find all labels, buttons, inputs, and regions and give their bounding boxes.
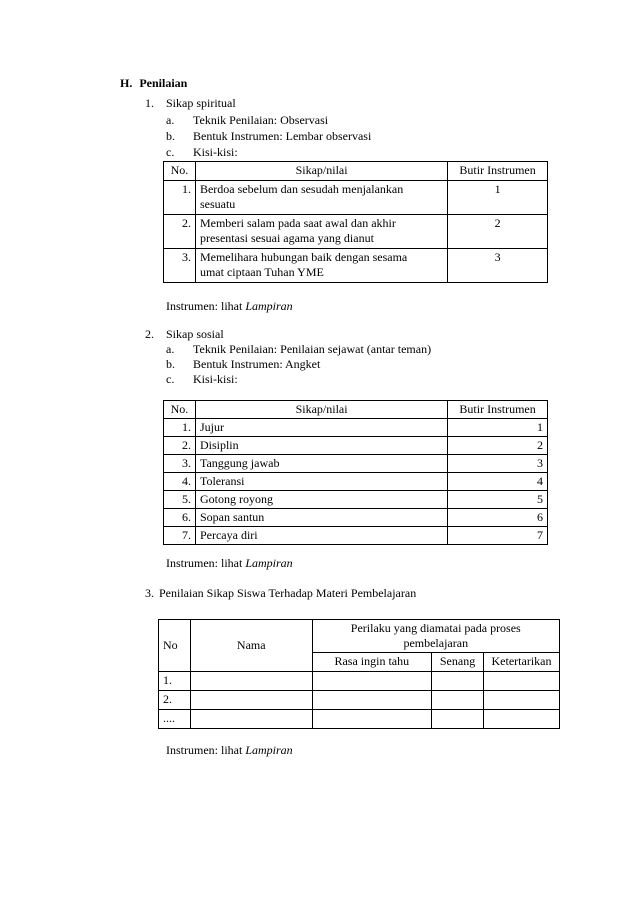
header-no: No bbox=[159, 620, 191, 672]
header-butir: Butir Instrumen bbox=[448, 401, 548, 419]
row-ketertarikan bbox=[484, 672, 560, 691]
section3-number: 3. bbox=[145, 586, 154, 600]
row-sikap-line1: Memberi salam pada saat awal dan akhir bbox=[199, 216, 396, 230]
table-row bbox=[164, 249, 548, 283]
section2-item-a-text: Teknik Penilaian: Penilaian sejawat (antar teman) bbox=[193, 342, 432, 356]
section2-item-b-text: Bentuk Instrumen: Angket bbox=[193, 357, 321, 371]
table-header-row bbox=[159, 620, 560, 653]
row-sikap-line1: Berdoa sebelum dan sesudah menjalankan bbox=[199, 182, 404, 196]
row-butir: 1 bbox=[448, 419, 548, 437]
table-row bbox=[164, 491, 548, 509]
section2-kisi-table bbox=[163, 400, 548, 545]
table-row bbox=[164, 473, 548, 491]
row-no: 3. bbox=[164, 455, 196, 473]
section1-title: Sikap spiritual bbox=[166, 96, 236, 110]
row-sikap: Sopan santun bbox=[195, 509, 447, 527]
row-no: 1. bbox=[164, 181, 196, 215]
heading-letter: H. bbox=[120, 76, 133, 90]
row-rasa-ingin-tahu bbox=[312, 710, 432, 729]
row-butir: 1 bbox=[448, 181, 548, 215]
row-ketertarikan bbox=[484, 710, 560, 729]
header-sikap: Sikap/nilai bbox=[195, 162, 447, 181]
section2-instrumen-note bbox=[166, 556, 293, 571]
section2-item-c-label: c. bbox=[166, 372, 175, 386]
section3-title: Penilaian Sikap Siswa Terhadap Materi Pembelajaran bbox=[159, 586, 417, 600]
row-senang bbox=[432, 710, 484, 729]
header-nama: Nama bbox=[190, 620, 312, 672]
instrumen-prefix: Instrumen: lihat bbox=[166, 743, 246, 757]
row-nama bbox=[190, 710, 312, 729]
row-ketertarikan bbox=[484, 691, 560, 710]
row-nama bbox=[190, 691, 312, 710]
table-row bbox=[164, 419, 548, 437]
row-no: 6. bbox=[164, 509, 196, 527]
table-header-row bbox=[164, 401, 548, 419]
header-rasa-ingin-tahu: Rasa ingin tahu bbox=[312, 653, 432, 672]
section1-item-a-text: Teknik Penilaian: Observasi bbox=[193, 113, 329, 127]
table-row bbox=[164, 455, 548, 473]
row-no: 1. bbox=[159, 672, 191, 691]
table-row bbox=[164, 437, 548, 455]
row-senang bbox=[432, 691, 484, 710]
row-sikap-line1: Memelihara hubungan baik dengan sesama bbox=[199, 250, 408, 264]
header-perilaku-group bbox=[312, 620, 559, 653]
row-no: 7. bbox=[164, 527, 196, 545]
row-butir: 3 bbox=[448, 249, 548, 283]
row-butir: 5 bbox=[448, 491, 548, 509]
section1-item-b-text: Bentuk Instrumen: Lembar observasi bbox=[193, 129, 372, 143]
header-no: No. bbox=[164, 401, 196, 419]
lampiran-link[interactable]: Lampiran bbox=[245, 299, 293, 313]
table-row bbox=[159, 710, 560, 729]
row-sikap: Tanggung jawab bbox=[195, 455, 447, 473]
row-rasa-ingin-tahu bbox=[312, 691, 432, 710]
row-butir: 4 bbox=[448, 473, 548, 491]
row-sikap: Gotong royong bbox=[195, 491, 447, 509]
section1-instrumen-note bbox=[166, 299, 293, 314]
row-no: 5. bbox=[164, 491, 196, 509]
section1-kisi-table bbox=[163, 161, 548, 283]
table-row bbox=[164, 215, 548, 249]
row-sikap-line2: presentasi sesuai agama yang dianut bbox=[199, 231, 374, 245]
row-no: 2. bbox=[164, 215, 196, 249]
section1-item-c-text: Kisi-kisi: bbox=[193, 145, 238, 159]
row-sikap-line2: umat ciptaan Tuhan YME bbox=[199, 265, 324, 279]
row-butir: 2 bbox=[448, 437, 548, 455]
instrumen-prefix: Instrumen: lihat bbox=[166, 556, 246, 570]
header-no: No. bbox=[164, 162, 196, 181]
lampiran-link[interactable]: Lampiran bbox=[245, 743, 293, 757]
lampiran-link[interactable]: Lampiran bbox=[245, 556, 293, 570]
section2-number: 2. bbox=[145, 327, 154, 341]
heading-title: Penilaian bbox=[139, 76, 188, 90]
table-row bbox=[164, 509, 548, 527]
section2-title: Sikap sosial bbox=[166, 327, 224, 341]
row-rasa-ingin-tahu bbox=[312, 672, 432, 691]
section3-observation-table bbox=[158, 619, 560, 729]
table-row bbox=[164, 181, 548, 215]
row-butir: 2 bbox=[448, 215, 548, 249]
table-row bbox=[159, 672, 560, 691]
table-row bbox=[164, 527, 548, 545]
header-perilaku-line2: pembelajaran bbox=[403, 636, 469, 650]
table-header-row bbox=[164, 162, 548, 181]
instrumen-prefix: Instrumen: lihat bbox=[166, 299, 246, 313]
row-sikap: Jujur bbox=[195, 419, 447, 437]
row-sikap: Percaya diri bbox=[195, 527, 447, 545]
row-sikap-line2: sesuatu bbox=[199, 197, 236, 211]
header-sikap: Sikap/nilai bbox=[195, 401, 447, 419]
row-butir: 3 bbox=[448, 455, 548, 473]
row-no: 1. bbox=[164, 419, 196, 437]
header-perilaku-line1: Perilaku yang diamatai pada proses bbox=[350, 621, 521, 635]
section2-item-b-label: b. bbox=[166, 357, 175, 371]
row-sikap bbox=[195, 181, 447, 215]
row-senang bbox=[432, 672, 484, 691]
header-butir: Butir Instrumen bbox=[448, 162, 548, 181]
row-butir: 7 bbox=[448, 527, 548, 545]
row-sikap bbox=[195, 215, 447, 249]
section2-item-c-text: Kisi-kisi: bbox=[193, 372, 238, 386]
row-no: .... bbox=[159, 710, 191, 729]
row-no: 3. bbox=[164, 249, 196, 283]
section3-instrumen-note bbox=[166, 743, 293, 758]
section1-item-a-label: a. bbox=[166, 113, 175, 127]
row-nama bbox=[190, 672, 312, 691]
row-no: 2. bbox=[159, 691, 191, 710]
section1-number: 1. bbox=[145, 96, 154, 110]
row-sikap: Disiplin bbox=[195, 437, 447, 455]
row-no: 4. bbox=[164, 473, 196, 491]
section1-item-c-label: c. bbox=[166, 145, 175, 159]
header-ketertarikan: Ketertarikan bbox=[484, 653, 560, 672]
row-sikap bbox=[195, 249, 447, 283]
section2-item-a-label: a. bbox=[166, 342, 175, 356]
row-sikap: Toleransi bbox=[195, 473, 447, 491]
section1-item-b-label: b. bbox=[166, 129, 175, 143]
section-heading bbox=[120, 76, 187, 91]
table-row bbox=[159, 691, 560, 710]
header-senang: Senang bbox=[432, 653, 484, 672]
row-no: 2. bbox=[164, 437, 196, 455]
row-butir: 6 bbox=[448, 509, 548, 527]
